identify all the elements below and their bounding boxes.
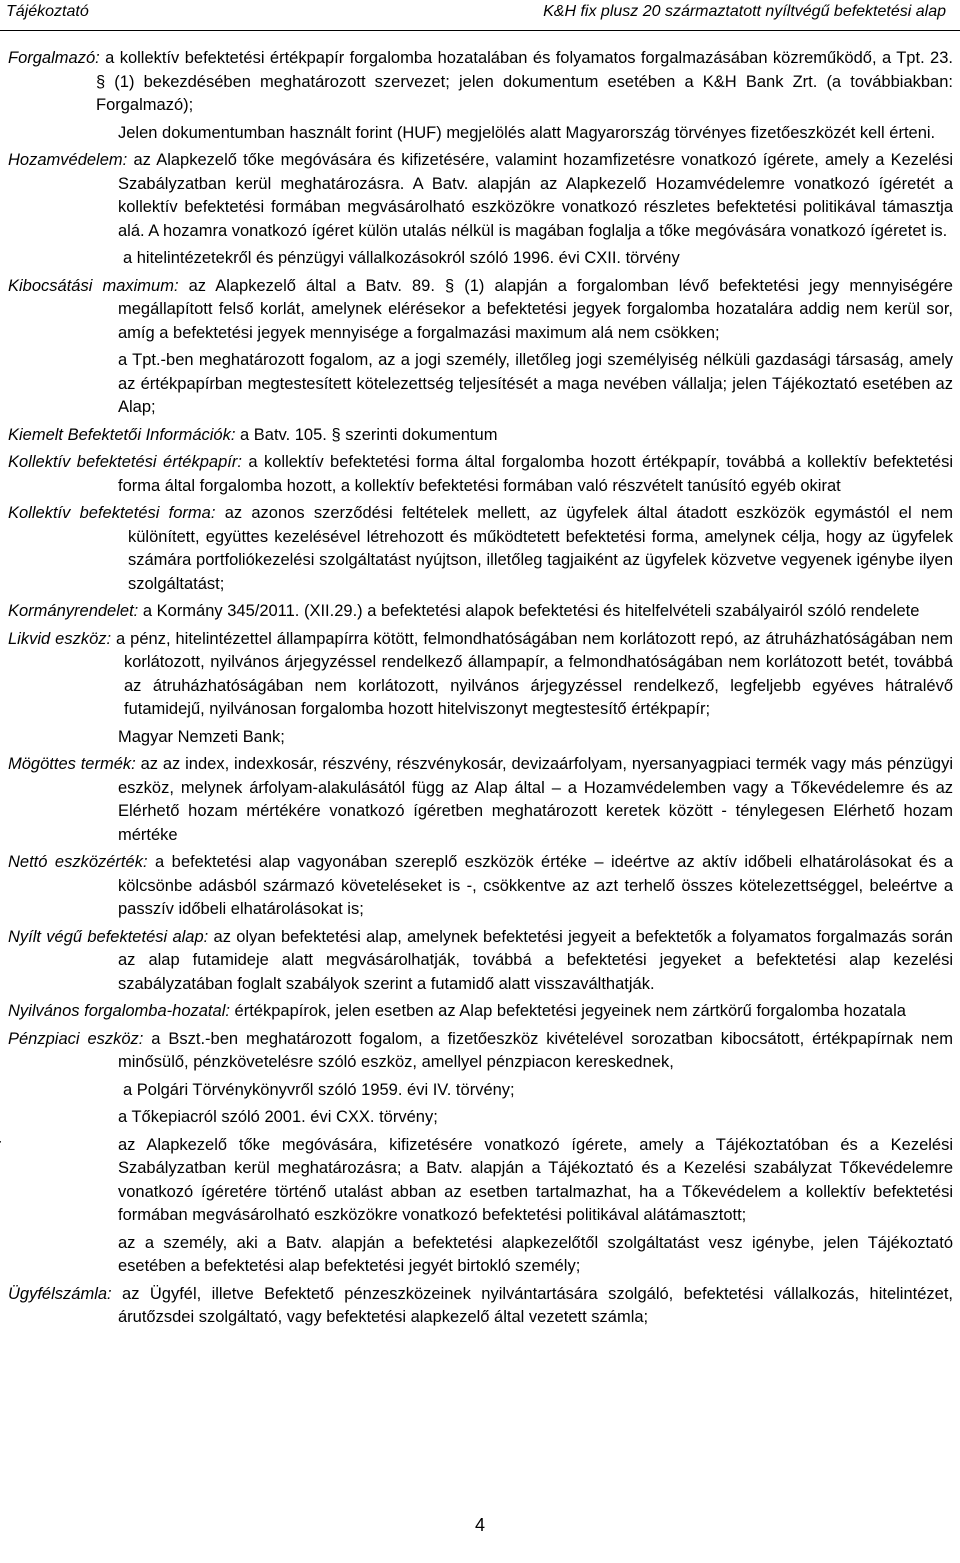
term-mogottes-termek: Mögöttes termék: xyxy=(8,755,136,773)
definition-forgalmazo xyxy=(8,47,953,118)
term-likvid-eszkoz: Likvid eszköz: xyxy=(8,629,112,648)
text-kibocsatasi-maximum: az Alapkezelő által a Batv. 89. § (1) alapján a forgalomban lévő befektetési jegy mennyiségére megállapított felső korlát, amelynek elérésekor a befektetési jegyek forgalomba hozatalára addig nem kerül sor, amíg a befektetési jegyek mennyisége a forgalmazási maximum alá nem csökken; xyxy=(118,276,953,342)
definition-penzpiaci-eszkoz xyxy=(8,1028,953,1075)
text-penzpiaci-eszkoz: a Bszt.-ben meghatározott fogalom, a fizetőeszköz kivételével sorozatban kibocsátott, értékpapírnak nem minősülő, pénzkövetelésre szóló eszköz, amellyel pénzpiacon kereskednek, xyxy=(118,1029,953,1071)
text-ugyfelszamla: az Ügyfél, illetve Befektető pénzeszközeinek nyilvántartására szolgáló, befektetési vállalkozás, hitelintézet, árutőzsdei szolgáltató, vagy befektetési alapkezelő által vezetett számla; xyxy=(118,1284,953,1326)
text-kormanyrendelet: a Kormány 345/2011. (XII.29.) a befektetési alapok befektetési és hitelfelvételi szabályairól szóló rendelete xyxy=(142,602,920,620)
term-kormanyrendelet: Kormányrendelet: xyxy=(8,602,139,620)
text-kollektiv-befektetesi-forma: az azonos szerződési feltételek mellett, az ügyfelek által átadott eszközök egymástól el nem különített, együttes kezelésével létrehozott és működtetett befektetési forma, amelynek célja, hogy az ügyfelek számára portfoliókezelési szolgáltatást nyújtson, illetőleg tagjaiként az ügyfelek közvetve vegyenek igénybe ilyen szolgáltatást; xyxy=(128,504,954,593)
text-nyilvanos-forgalomba-hozatal: értékpapírok, jelen esetben az Alap befektetési jegyeinek nem zártkörű forgalomba hozatala xyxy=(234,1002,906,1020)
definition-hpt xyxy=(8,247,953,271)
definitions-body xyxy=(8,47,953,1334)
term-kibocsato xyxy=(8,349,118,373)
text-forint: Jelen dokumentumban használt forint (HUF) megjelölés alatt Magyarország törvényes fizetőeszközét kell érteni. xyxy=(118,123,936,142)
term-nyilvanos-forgalomba-hozatal: Nyilvános forgalomba-hozatal: xyxy=(8,1002,230,1020)
definition-mogottes-termek xyxy=(8,753,953,847)
definition-ugyfel xyxy=(8,1232,953,1279)
term-mnb xyxy=(8,726,118,750)
text-hozamvedelem: az Alapkezelő tőke megóvására és kifizetésére, valamint hozamfizetésre vonatkozó ígérete, amely a Kezelési Szabályzatban kerül meghatározásra. A Batv. alapján az Alapkezelő Hozamvédelemre vonatkozó ígéretét a kollektív befektetési formában megvásárolható eszközökre vonatkozó részletes befektetési politikával támasztja alá. A hozamra vonatkozó ígéret külön utalás nélkül is magában foglalja a tőke megóvására vonatkozó ígéretet is. xyxy=(118,151,953,240)
definition-kibocsatasi-maximum xyxy=(8,275,953,346)
page-header xyxy=(0,0,960,31)
text-tokevedelem: az Alapkezelő tőke megóvására, kifizetésére vonatkozó ígérete, amely a Tájékoztatóban és a Kezelési Szabályzatban kerül meghatározásra; a Batv. alapján a Tájékoztató és a Kezelési szabályzat Tőkevédelemre vonatkozó ígéretére történő utalást abban az esetben tartalmazhat, ha a Tőkevédelem a kollektív befektetési formában megvásárolható eszközökre vonatkozó befektetési politikával alátámasztott; xyxy=(118,1135,953,1224)
text-mnb: Magyar Nemzeti Bank; xyxy=(118,727,285,746)
term-kollektiv-befektetesi-ertekpapir: Kollektív befektetési értékpapír: xyxy=(8,453,242,471)
term-ugyfel xyxy=(8,1232,118,1256)
text-tpt: a Tőkepiacról szóló 2001. évi CXX. törvény; xyxy=(118,1108,438,1126)
definition-hozamvedelem xyxy=(8,149,953,243)
term-hozamvedelem: Hozamvédelem: xyxy=(8,151,128,169)
term-hpt xyxy=(8,247,123,271)
definition-nyilt-vegu-befektetesi-alap xyxy=(8,926,953,997)
definition-kiemelt-befektetoi-informaciok xyxy=(8,424,953,448)
definition-netto-eszkozertek xyxy=(8,851,953,922)
term-tpt xyxy=(8,1106,118,1130)
term-ptk xyxy=(8,1079,123,1103)
definition-nyilvanos-forgalomba-hozatal xyxy=(8,1000,953,1024)
definition-ugyfelszamla xyxy=(8,1283,953,1330)
definition-kibocsato xyxy=(8,349,953,420)
term-penzpiaci-eszkoz: Pénzpiaci eszköz: xyxy=(8,1029,144,1048)
text-netto-eszkozertek: a befektetési alap vagyonában szereplő eszközök értéke – ideértve az aktív időbeli elhatárolásokat és a kölcsönbe adásból származó követeléseket is -, csökkentve az azt terhelő összes kötelezettséggel, beleértve a passzív időbeli elhatárolásokat is; xyxy=(118,853,953,918)
text-kiemelt-befektetoi-informaciok: a Batv. 105. § szerinti dokumentum xyxy=(240,425,498,444)
text-nyilt-vegu-befektetesi-alap: az olyan befektetési alap, amelynek befektetési jegyeit a befektetők a folyamatos forgalmazás során az alap futamideje alatt megvásárolhatják, továbbá a befektetési jegyeket a befektetési alap kezelési szabályzatában foglalt szabályok szerint a futamidő alatt visszaválthatják. xyxy=(118,927,953,993)
text-ugyfel: az a személy, aki a Batv. alapján a befektetési alapkezelőtől szolgáltatást vesz igénybe, jelen Tájékoztató esetében a befektetési alap befektetési jegyét birtokló személy; xyxy=(118,1233,953,1275)
term-kibocsatasi-maximum: Kibocsátási maximum: xyxy=(8,276,179,295)
term-forgalmazo: Forgalmazó: xyxy=(8,49,100,67)
term-netto-eszkozertek: Nettó eszközérték: xyxy=(8,853,148,871)
header-left-title: Tájékoztató xyxy=(6,3,89,20)
term-forint xyxy=(8,122,118,146)
text-likvid-eszkoz: a pénz, hitelintézettel állampapírra kötött, felmondhatóságában nem korlátozott repó, az átruházhatóságában nem korlátozott, nyilvános árjegyzéssel rendelkező állampapír, a felmondhatóságában nem korlátozott betét, továbbá az átruházhatóságában nem korlátozott, nyilvános árjegyzéssel rendelkező, legfeljebb egyéves hátralévő futamidejű, nyilvánosan forgalomba hozott hitelviszonyt megtestesítő értékpapír; xyxy=(116,629,953,718)
term-kiemelt-befektetoi-informaciok: Kiemelt Befektetői Információk: xyxy=(8,425,236,444)
definition-kollektiv-befektetesi-forma xyxy=(8,502,953,596)
term-ugyfelszamla: Ügyfélszámla: xyxy=(8,1284,112,1303)
definition-mnb xyxy=(8,726,953,750)
term-nyilt-vegu-befektetesi-alap: Nyílt végű befektetési alap: xyxy=(8,927,209,946)
definition-likvid-eszkoz xyxy=(8,628,953,722)
term-tokevedelem xyxy=(8,1134,118,1158)
text-mogottes-termek: az az index, indexkosár, részvény, részvénykosár, devizaárfolyam, nyersanyagpiaci termék vagy más pénzügyi eszköz, melynek árfolyam-alakulásától függ az Alap által – a Hozamvédelemben vagy a Tőkevédelemre és az Elérhető hozam mértékére vonatkozó ígéretben meghatározott keretek között - ténylegesen Elérhető hozam mértéke xyxy=(118,755,953,844)
definition-kollektiv-befektetesi-ertekpapir xyxy=(8,451,953,498)
definition-tokevedelem xyxy=(8,1134,953,1228)
text-hpt: a hitelintézetekről és pénzügyi vállalkozásokról szóló 1996. évi CXII. törvény xyxy=(123,249,680,267)
definition-kormanyrendelet xyxy=(8,600,953,624)
page-number: 4 xyxy=(474,1515,485,1535)
definition-ptk xyxy=(8,1079,953,1103)
header-right-title: K&H fix plusz 20 származtatott nyíltvégű befektetési alap xyxy=(543,3,946,20)
text-forgalmazo: a kollektív befektetési értékpapír forgalomba hozatalában és folyamatos forgalmazásában közreműködő, a Tpt. 23. § (1) bekezdésében meghatározott szervezet; jelen dokumentum esetében a K&H Bank Zrt. (a továbbiakban: Forgalmazó); xyxy=(96,49,953,114)
definition-forint xyxy=(8,122,953,146)
definition-tpt xyxy=(8,1106,953,1130)
text-kollektiv-befektetesi-ertekpapir: a kollektív befektetési forma által forgalomba hozott értékpapír, továbbá a kollektív befektetési forma által forgalomba hozott, a kollektív befektetési formában való részvételt tanúsító egyéb okirat xyxy=(118,453,954,495)
text-ptk: a Polgári Törvénykönyvről szóló 1959. évi IV. törvény; xyxy=(123,1080,515,1099)
text-kibocsato: a Tpt.-ben meghatározott fogalom, az a jogi személy, illetőleg jogi személyiség nélküli gazdasági társaság, amely az értékpapírban megtestesített kötelezettség teljesítését a maga nevében vállalja; jelen Tájékoztató esetében az Alap; xyxy=(118,351,953,416)
term-kollektiv-befektetesi-forma: Kollektív befektetési forma: xyxy=(8,504,216,522)
